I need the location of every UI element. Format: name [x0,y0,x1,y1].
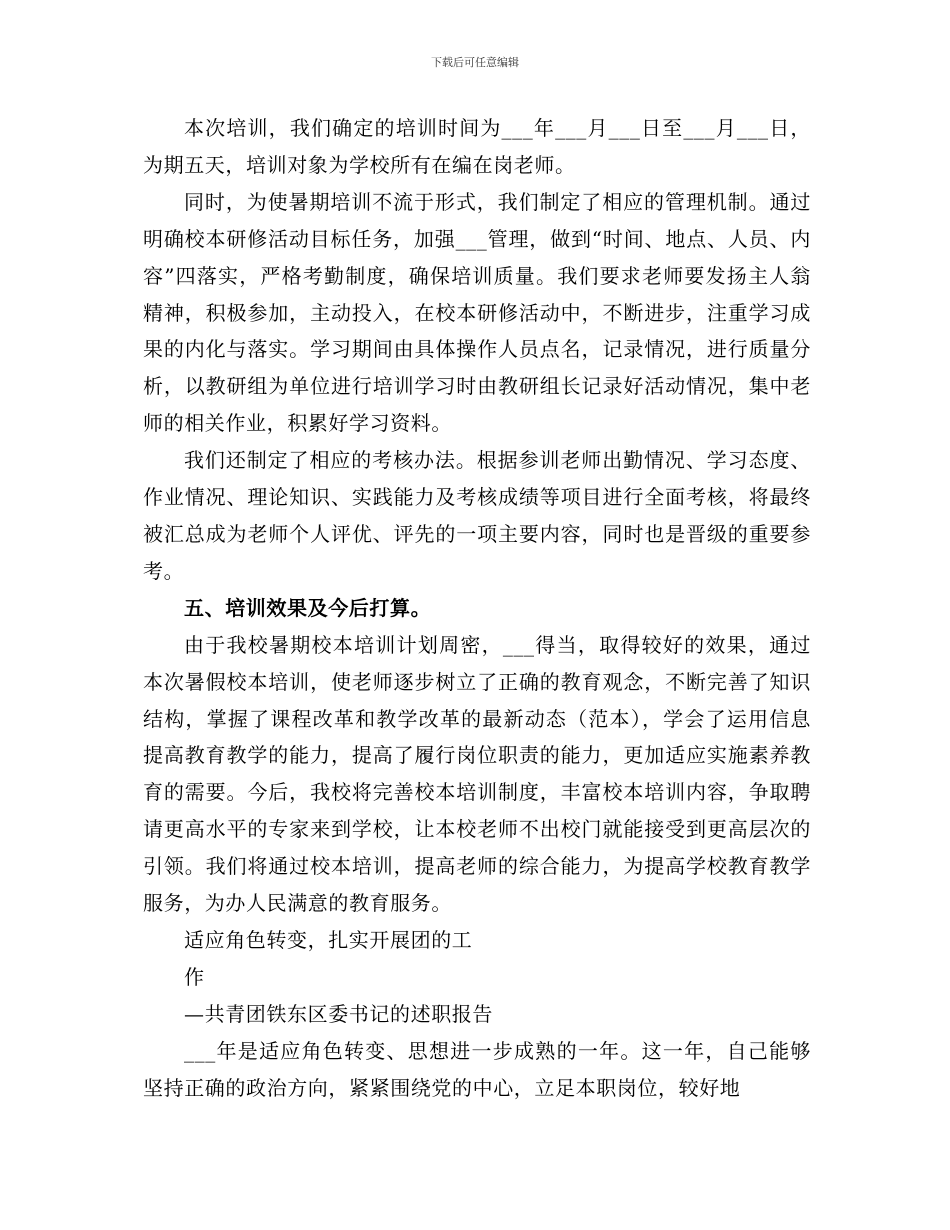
paragraph-assessment: 我们还制定了相应的考核办法。根据参训老师出勤情况、学习态度、作业情况、理论知识、实践能力及考核成绩等项目进行全面考核，将最终被汇总成为老师个人评优、评先的一项主要内容，同时也是晋级的重要参考。 [143,448,811,583]
section-heading-results: 五、培训效果及今后打算。 [184,595,432,620]
paragraph-training-time: 本次培训，我们确定的培训时间为___年___月___日至___月___日，为期五天，培训对象为学校所有在编在岗老师。 [143,116,811,177]
paragraph-results: 由于我校暑期校本培训计划周密，___得当，取得较好的效果，通过本次暑假校本培训，使老师逐步树立了正确的教育观念，不断完善了知识结构，掌握了课程改革和教学改革的最新动态（范本），学会了运用信息提高教育教学的能力，提高了履行岗位职责的能力，更加适应实施素养教育的需要。今后，我校将完善校本培训制度，丰富校本培训内容，争取聘请更高水平的专家来到学校，让本校老师不出校门就能接受到更高层次的引领。我们将通过校本培训，提高老师的综合能力，为提高学校教育教学服务，为办人民满意的教育服务。 [143,632,811,916]
report-subtitle: —共青团铁东区委书记的述职报告 [184,1001,493,1026]
report-title-line-1: 适应角色转变，扎实开展团的工 [184,927,473,952]
paragraph-report-intro: ___年是适应角色转变、思想进一步成熟的一年。这一年，自己能够坚持正确的政治方向，紧紧围绕党的中心，立足本职岗位，较好地 [143,1038,811,1100]
document-body [143,110,811,1106]
paragraph-management: 同时，为使暑期培训不流于形式，我们制定了相应的管理机制。通过明确校本研修活动目标任务，加强___管理，做到“时间、地点、人员、内容”四落实，严格考勤制度，确保培训质量。我们要求老师要发扬主人翁精神，积极参加，主动投入，在校本研修活动中，不断进步，注重学习成果的内化与落实。学习期间由具体操作人员点名，记录情况，进行质量分析，以教研组为单位进行培训学习时由教研组长记录好活动情况，集中老师的相关作业，积累好学习资料。 [143,189,811,436]
page-header: 下载后可任意编辑 [431,56,519,69]
report-title-line-2: 作 [184,964,205,989]
